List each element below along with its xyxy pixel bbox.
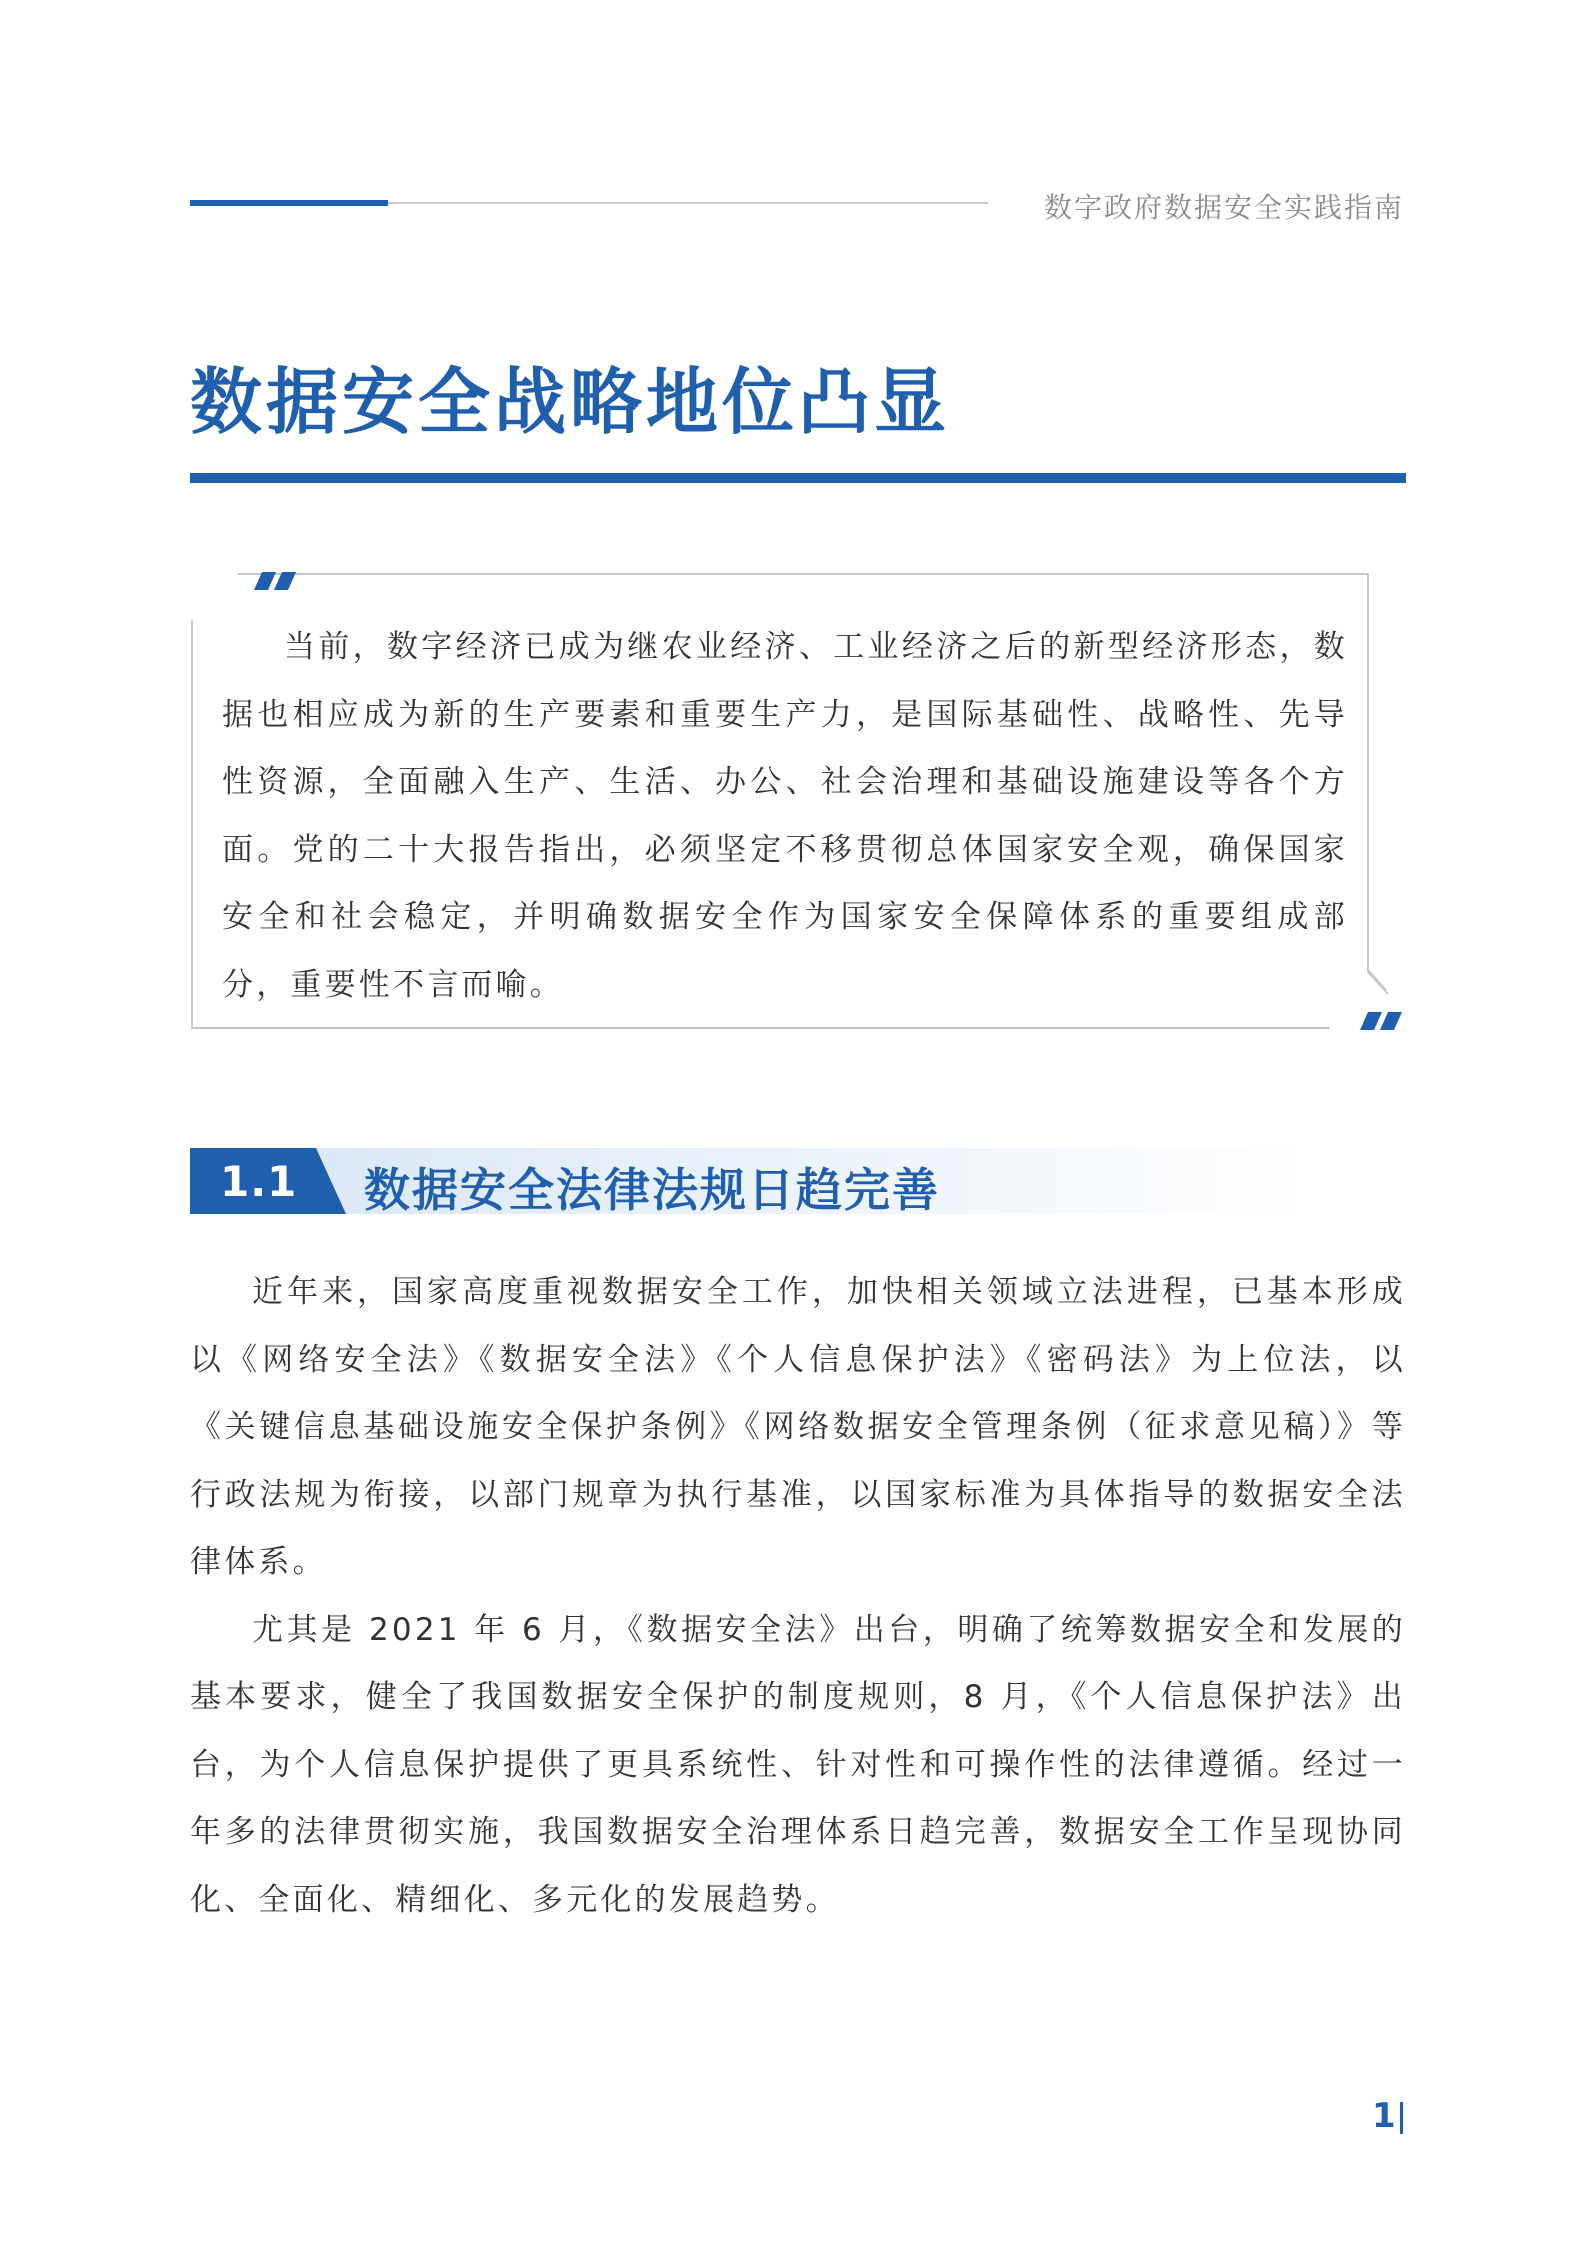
header-accent-bar <box>190 200 388 206</box>
page-number-bar <box>1400 2102 1403 2134</box>
section-number: 1.1 <box>220 1157 298 1206</box>
page-number: 1 <box>1372 2096 1396 2136</box>
quote-close-icon <box>1360 1012 1404 1030</box>
intro-quote-box <box>190 572 1390 1030</box>
title-underline <box>190 473 1406 483</box>
running-header-title: 数字政府数据安全实践指南 <box>1043 191 1404 224</box>
section-title: 数据安全法律法规日趋完善 <box>364 1163 940 1217</box>
page-title: 数据安全战略地位凸显 <box>190 360 951 444</box>
quote-open-icon <box>254 572 298 590</box>
intro-quote-text: 当前，数字经济已成为继农业经济、工业经济之后的新型经济形态，数据也相应成为新的生产要素和重要生产力，是国际基础性、战略性、先导性资源，全面融入生产、生活、办公、社会治理和基础设施建设等各个方面。党的二十大报告指出，必须坚定不移贯彻总体国家安全观，确保国家安全和社会稳定，并明确数据安全作为国家安全保障体系的重要组成部分，重要性不言而喻。 <box>222 629 1348 1003</box>
section-heading <box>190 1148 1310 1217</box>
header-rule <box>388 202 988 204</box>
body-text <box>190 1259 1406 1934</box>
paragraph-1: 近年来，国家高度重视数据安全工作，加快相关领域立法进程，已基本形成以《网络安全法》《数据安全法》《个人信息保护法》《密码法》为上位法，以《关键信息基础设施安全保护条例》《网络数据安全管理条例（征求意见稿）》等行政法规为衔接，以部门规章为执行基准，以国家标准为具体指导的数据安全法律体系。 <box>190 1274 1406 1580</box>
paragraph-2: 尤其是 2021 年 6 月，《数据安全法》出台，明确了统筹数据安全和发展的基本要求，健全了我国数据安全保护的制度规则，8 月，《个人信息保护法》出台，为个人信息保护提供了更具系统性、针对性和可操作性的法律遵循。经过一年多的法律贯彻实施，我国数据安全治理体系日趋完善，数据安全工作呈现协同化、全面化、精细化、多元化的发展趋势。 <box>190 1611 1406 1918</box>
